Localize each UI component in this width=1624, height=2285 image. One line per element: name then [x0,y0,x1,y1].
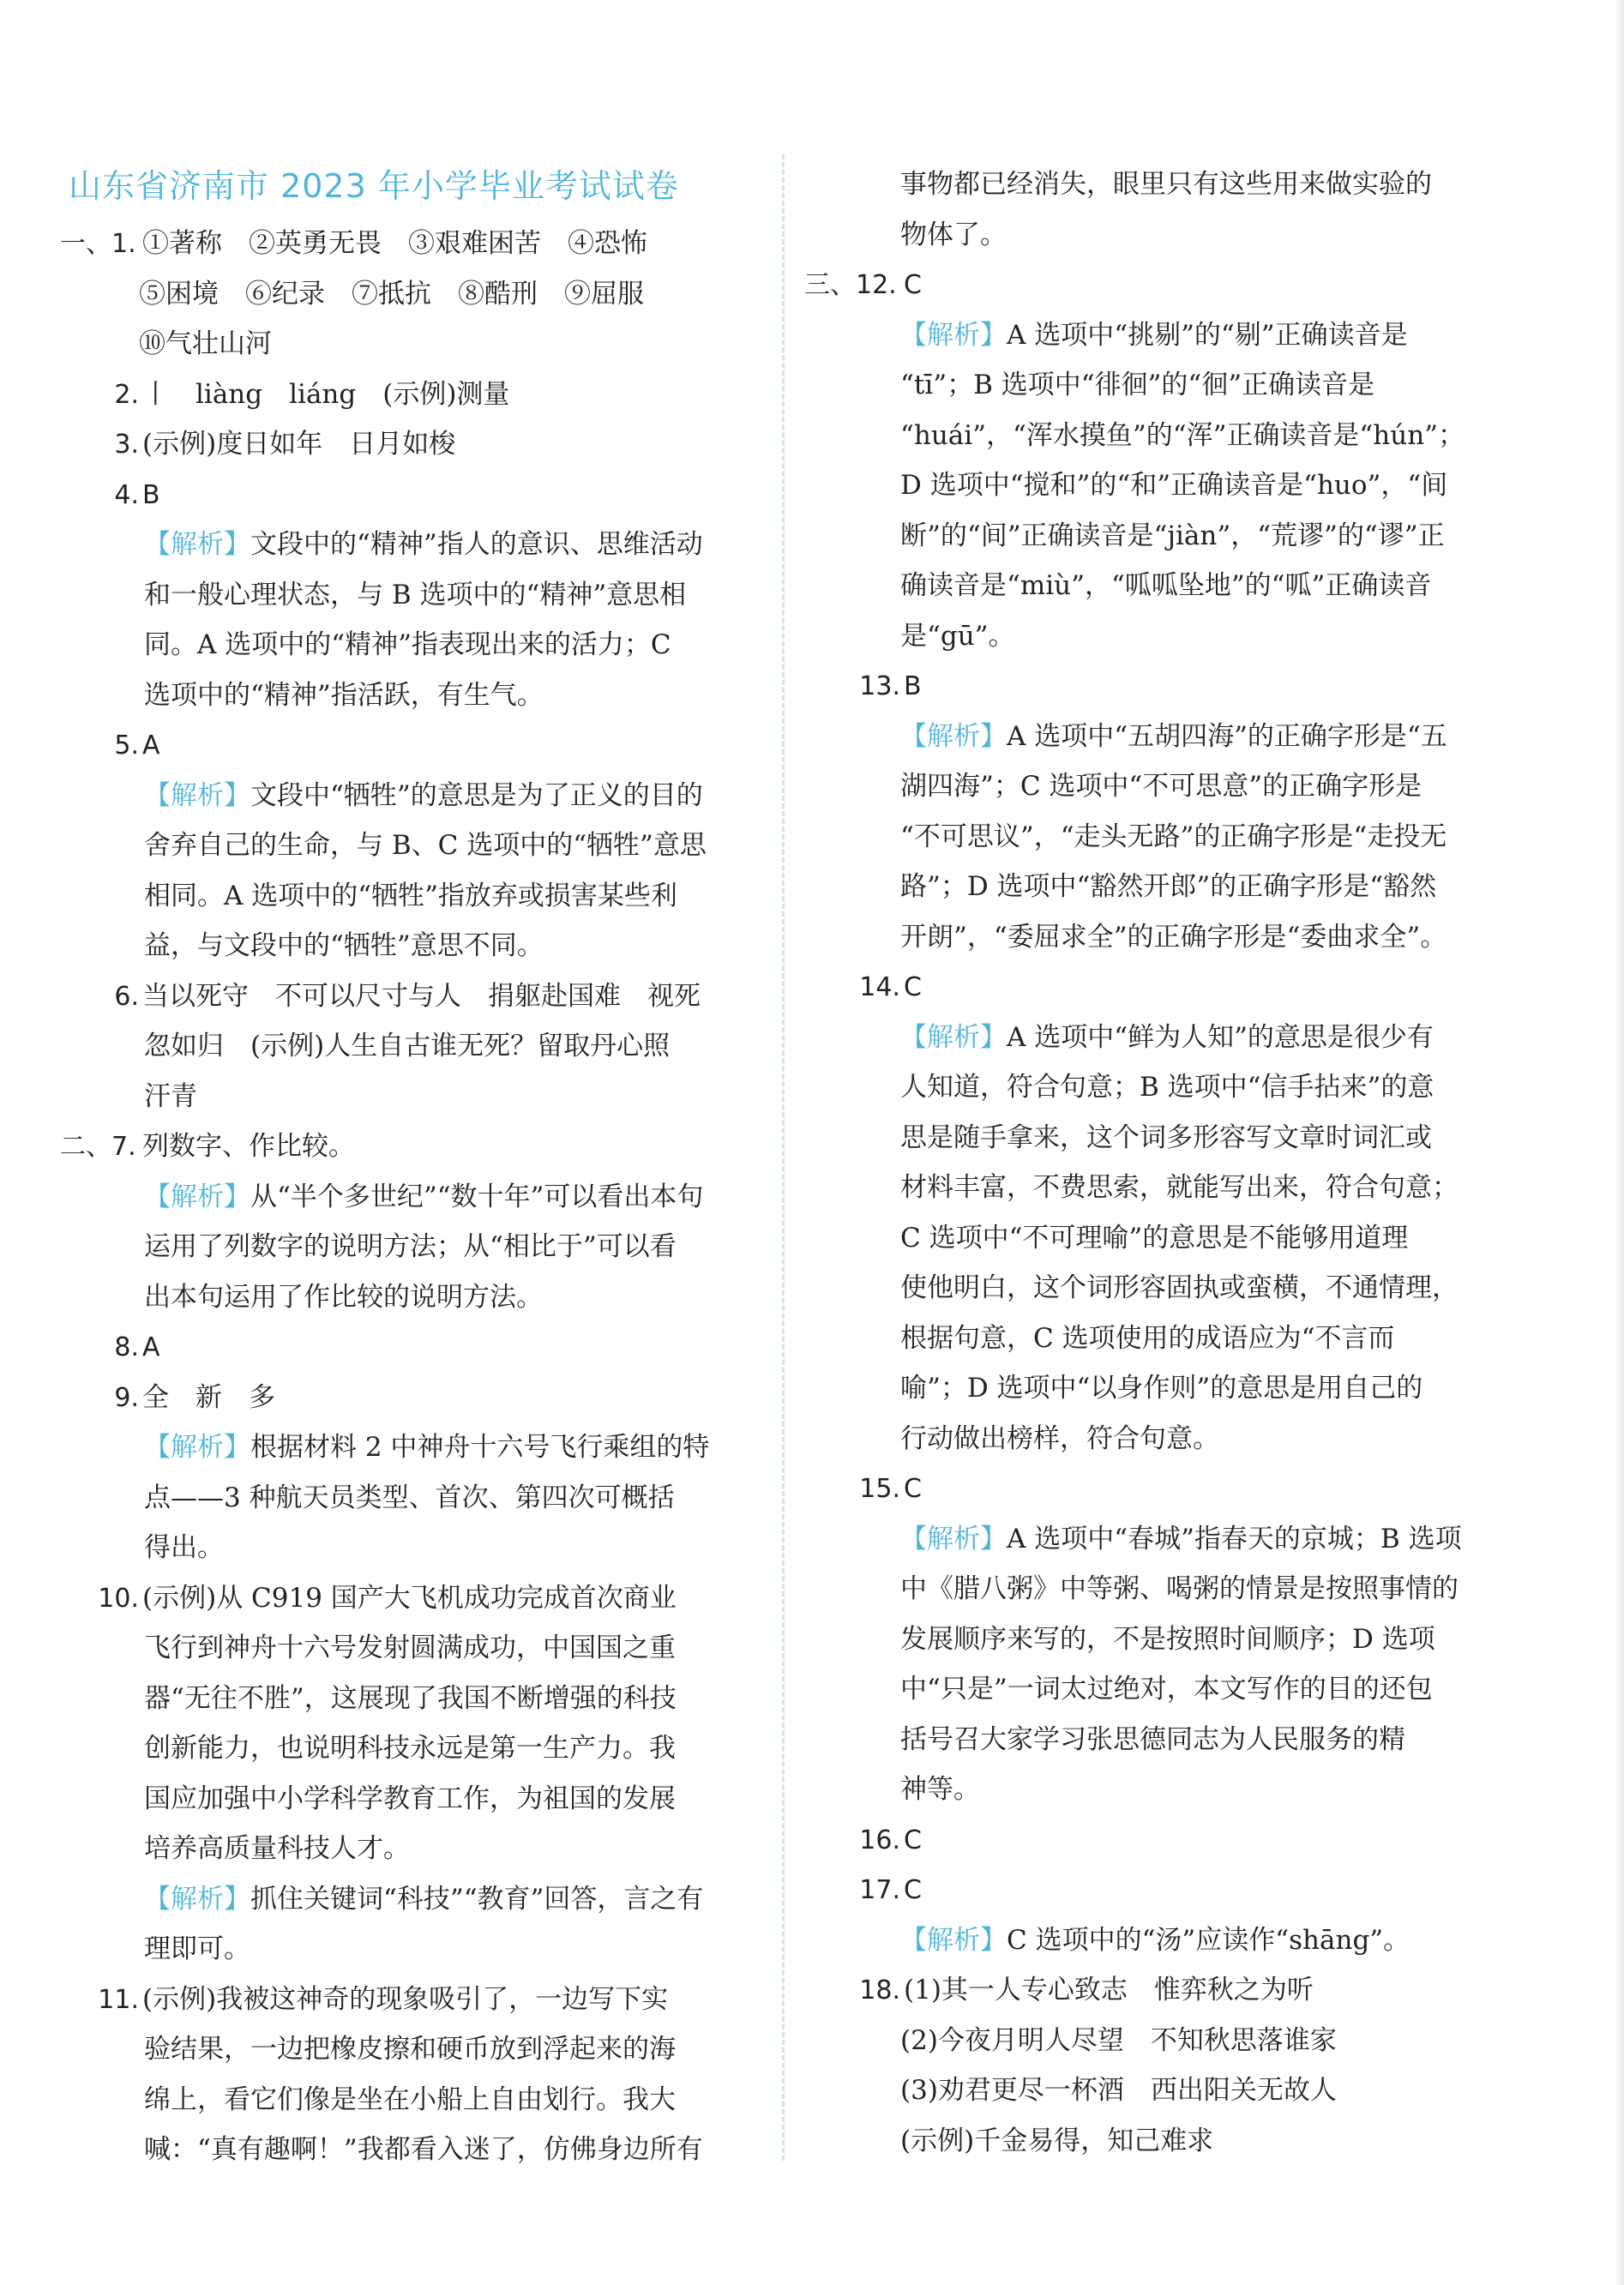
answer-text: 出本句运用了作比较的说明方法。 [144,1281,543,1313]
answer-line [60,1373,751,1423]
answer-text: A 选项中“五胡四海”的正确字形是“五 [1007,720,1447,752]
answer-line [60,720,751,771]
analysis-tag: 【解析】 [144,1883,250,1915]
page-edge [1615,0,1624,2285]
answer-text: 路”；D 选项中“豁然开郎”的正确字形是“豁然 [900,871,1437,902]
answer-line [804,159,1521,210]
analysis-tag: 【解析】 [144,779,250,811]
answer-text: 事物都已经消失，眼里只有这些用来做实验的 [900,169,1432,200]
answer-text: 发展顺序来写的，不是按照时间顺序；D 选项 [900,1623,1435,1655]
answer-text: 全 新 多 [142,1381,275,1413]
answer-text: (示例)从 C919 国产大飞机成功完成首次商业 [142,1582,677,1614]
answer-text: 文段中的“精神”指人的意识、思维活动 [250,529,703,560]
answer-line [804,1414,1521,1464]
answer-line [60,1222,751,1272]
answer-line [804,1715,1521,1765]
answer-line [804,611,1521,662]
answer-text: 列数字、作比较。 [142,1131,355,1162]
answer-line [804,1615,1521,1665]
answer-text: B [142,479,160,510]
answer-line [804,1965,1521,2016]
answer-text: 湖四海”；C 选项中“不可思意”的正确字形是 [900,771,1423,802]
answer-line [804,2066,1521,2116]
answer-line [60,1674,751,1724]
answer-line [60,570,751,621]
answer-line [60,1874,751,1925]
question-number: 10. [98,1583,139,1614]
answer-line [60,219,751,269]
answer-text: 和一般心理状态，与 B 选项中的“精神”意思相 [144,579,687,610]
analysis-tag: 【解析】 [144,1181,250,1212]
answer-text: 得出。 [144,1532,224,1563]
answer-line [804,1664,1521,1715]
answer-line [60,1322,751,1373]
answer-line [60,1172,751,1223]
answer-text: A 选项中“春城”指春天的京城；B 选项 [1007,1523,1462,1554]
answer-line [60,1072,751,1122]
answer-line [60,520,751,570]
answer-text: (示例)我被这神奇的现象吸引了，一边写下实 [142,1983,669,2015]
answer-line [804,912,1521,963]
answer-line [804,2116,1521,2167]
answer-line [804,210,1521,261]
answer-text: 神等。 [900,1774,980,1805]
answer-text: 根据句意，C 选项使用的成语应为“不言而 [900,1322,1395,1354]
answer-text: 飞行到神舟十六号发射圆满成功，中国国之重 [144,1633,676,1663]
answer-line [60,1623,751,1674]
analysis-tag: 【解析】 [900,319,1007,351]
answer-line [804,1363,1521,1414]
answer-line [804,1062,1521,1113]
answer-text: (2)今夜月明人尽望 不知秋思落谁家 [900,2024,1337,2056]
answer-text: 创新能力，也说明科技永远是第一生产力。我 [144,1733,676,1764]
answer-text: 绵上，看它们像是坐在小船上自由划行。我大 [144,2084,676,2115]
answer-line [804,1765,1521,1815]
answer-line [804,360,1521,411]
answer-text: C [904,972,922,1002]
question-number: 14. [859,972,900,1002]
answer-line [804,761,1521,812]
answer-line [804,1564,1521,1615]
answer-text: 使他明白，这个词形容固执或蛮横，不通情理， [900,1272,1459,1303]
answer-text: 断”的“间”正确读音是“jiàn”，“荒谬”的“谬”正 [900,520,1445,551]
analysis-tag: 【解析】 [900,720,1007,752]
answer-line [804,661,1521,712]
answer-text: A [142,731,160,761]
answer-text: 相同。A 选项中的“牺牲”指放弃或损害某些利 [144,880,677,911]
answer-line [804,260,1521,310]
answer-text: 材料丰富，不费思索，就能写出来，符合句意； [900,1172,1459,1203]
answer-text: C 选项中的“汤”应读作“shāng”。 [1007,1924,1410,1956]
answer-text: 同。A 选项中的“精神”指表现出来的活力；C [144,629,671,660]
answer-text: 国应加强中小学科学教育工作，为祖国的发展 [144,1783,676,1814]
analysis-tag: 【解析】 [144,1432,250,1463]
answer-text: C [904,1875,922,1905]
question-number: 一、1. [60,229,136,259]
answer-text: 汗青 [144,1080,197,1112]
answer-line [60,1272,751,1323]
answer-text: 忽如归 (示例)人生自古谁无死？留取丹心照 [144,1031,671,1061]
analysis-tag: 【解析】 [900,1523,1007,1554]
answer-line [60,2125,751,2175]
answer-line [60,971,751,1022]
answer-text: 确读音是“miù”，“呱呱坠地”的“呱”正确读音 [900,570,1432,601]
answer-text: 喊：“真有趣啊！”我都看入迷了，仿佛身边所有 [144,2134,703,2165]
answer-text: D 选项中“搅和”的“和”正确读音是“huo”，“间 [900,470,1448,501]
answer-text: 当以死守 不可以尺寸与人 捐躯赴国难 视死 [142,980,701,1012]
answer-text: (3)劝君更尽一杯酒 西出阳关无故人 [900,2075,1337,2106]
analysis-tag: 【解析】 [900,1021,1007,1053]
answer-text: (示例)千金易得，知己难求 [900,2125,1214,2156]
answer-text: ⑩气壮山河 [139,328,272,359]
answer-text: 舍弃自己的生命，与 B、C 选项中的“牺牲”意思 [144,830,707,861]
answer-text: 选项中的“精神”指活跃，有生气。 [144,679,544,711]
answer-line [60,871,751,922]
answer-line [804,1865,1521,1915]
question-number: 三、12. [804,270,897,300]
answer-line [804,1113,1521,1164]
answer-text: 理即可。 [144,1933,250,1964]
question-number: 5. [114,731,139,761]
question-number: 9. [114,1382,139,1413]
answer-line [804,712,1521,762]
answer-text: 思是随手拿来，这个词多形容写文章时词汇或 [900,1121,1432,1153]
question-number: 3. [114,430,139,460]
analysis-tag: 【解析】 [900,1924,1007,1956]
answer-text: 验结果，一边把橡皮擦和硬币放到浮起来的海 [144,2034,676,2065]
answer-text: (1)其一人专心致志 惟弈秋之为听 [904,1975,1314,2005]
question-number: 2. [114,379,139,410]
answer-text: A [142,1332,160,1362]
answer-text: 行动做出榜样，符合句意。 [900,1422,1219,1454]
answer-text: 器“无往不胜”，这展现了我国不断增强的科技 [144,1682,677,1714]
answer-line [804,1213,1521,1264]
answer-text: 点——3 种航天员类型、首次、第四次可概括 [144,1482,675,1513]
answer-line [60,1924,751,1975]
left-column [60,219,751,2175]
answer-line [804,1915,1521,1966]
answer-line [60,771,751,821]
answer-line [804,561,1521,611]
answer-text: ⑤困境 ⑥纪录 ⑦抵抗 ⑧酷刑 ⑨屈服 [139,278,644,310]
answer-text: C [904,270,922,300]
answer-line [804,812,1521,863]
answer-text: 是“gū”。 [900,620,1015,652]
answer-text: 开朗”，“委屈求全”的正确字形是“委曲求全”。 [900,921,1447,953]
right-column [804,159,1521,2166]
answer-text: (示例)度日如年 日月如梭 [142,429,456,460]
answer-text: “tī”；B 选项中“徘徊”的“徊”正确读音是 [900,370,1375,400]
answer-text: C [904,1825,922,1855]
answer-text: A 选项中“挑剔”的“剔”正确读音是 [1007,319,1408,351]
answer-text: 中“只是”一词太过绝对，本文写作的目的还包 [900,1674,1433,1705]
answer-text: 益，与文段中的“牺牲”意思不同。 [144,930,544,961]
answer-text: “huái”，“浑水摸鱼”的“浑”正确读音是“hún”； [900,419,1465,451]
question-number: 17. [859,1875,900,1905]
answer-text: 丨 liàng liáng (示例)测量 [142,378,510,410]
answer-line [804,460,1521,511]
page-title: 山东省济南市 2023 年小学毕业考试试卷 [69,167,679,205]
answer-line [804,1163,1521,1213]
answer-text: 文段中“牺牲”的意思是为了正义的目的 [250,779,703,811]
answer-line [60,1422,751,1473]
question-number: 15. [859,1474,900,1504]
answer-line [60,1523,751,1573]
answer-line [60,1121,751,1172]
answer-line [804,1314,1521,1364]
answer-text: “不可思议”，“走头无路”的正确字形是“走投无 [900,821,1447,852]
answer-line [60,1473,751,1524]
answer-text: 从“半个多世纪”“数十年”可以看出本句 [250,1181,704,1212]
answer-text: 根据材料 2 中神舟十六号飞行乘组的特 [250,1432,710,1463]
answer-line [804,310,1521,361]
answer-text: 人知道，符合句意；B 选项中“信手拈来”的意 [900,1072,1435,1103]
answer-line [60,319,751,370]
answer-line [804,511,1521,562]
answer-text: 物体了。 [900,219,1007,250]
answer-line [60,620,751,670]
answer-text: C [904,1474,922,1504]
answer-line [804,1815,1521,1866]
question-number: 13. [859,671,900,701]
answer-text: 中《腊八粥》中等粥、喝粥的情景是按照事情的 [900,1573,1459,1604]
answer-line [804,1263,1521,1314]
answer-line [60,670,751,721]
answer-line [60,1774,751,1825]
answer-line [804,862,1521,912]
question-number: 8. [114,1332,139,1362]
answer-line [60,1573,751,1624]
answer-line [804,962,1521,1013]
answer-text: C 选项中“不可理喻”的意思是不能够用道理 [900,1222,1409,1254]
question-number: 18. [859,1975,900,2005]
column-divider [782,154,785,2161]
answer-text: 喻”；D 选项中“以身作则”的意思是用自己的 [900,1373,1423,1404]
answer-line [804,1013,1521,1063]
answer-line [804,2016,1521,2066]
answer-line [60,821,751,871]
answer-text: 运用了列数字的说明方法；从“相比于”可以看 [144,1231,677,1262]
answer-text: A 选项中“鲜为人知”的意思是很少有 [1007,1021,1434,1053]
answer-line [60,921,751,971]
question-number: 16. [859,1825,900,1855]
answer-line [60,370,751,420]
answer-text: 抓住关键词“科技”“教育”回答，言之有 [250,1883,704,1915]
answer-line [60,2024,751,2075]
answer-line [60,2075,751,2126]
answer-line [60,1824,751,1874]
answer-text: ①著称 ②英勇无畏 ③艰难困苦 ④恐怖 [142,228,647,259]
question-number: 11. [98,1984,139,2015]
answer-line [60,269,751,320]
question-number: 4. [114,479,139,510]
answer-text: B [904,671,922,701]
answer-text: 培养高质量科技人才。 [144,1833,410,1864]
answer-line [804,1514,1521,1565]
answer-text: 括号召大家学习张思德同志为人民服务的精 [900,1723,1405,1755]
answer-line [804,411,1521,461]
answer-line [60,1021,751,1072]
answer-line [60,1975,751,2025]
answer-line [804,1464,1521,1514]
question-number: 6. [114,981,139,1012]
answer-line [60,419,751,470]
analysis-tag: 【解析】 [144,529,250,560]
answer-line [60,1723,751,1774]
question-number: 二、7. [60,1132,136,1162]
answer-line [60,470,751,520]
